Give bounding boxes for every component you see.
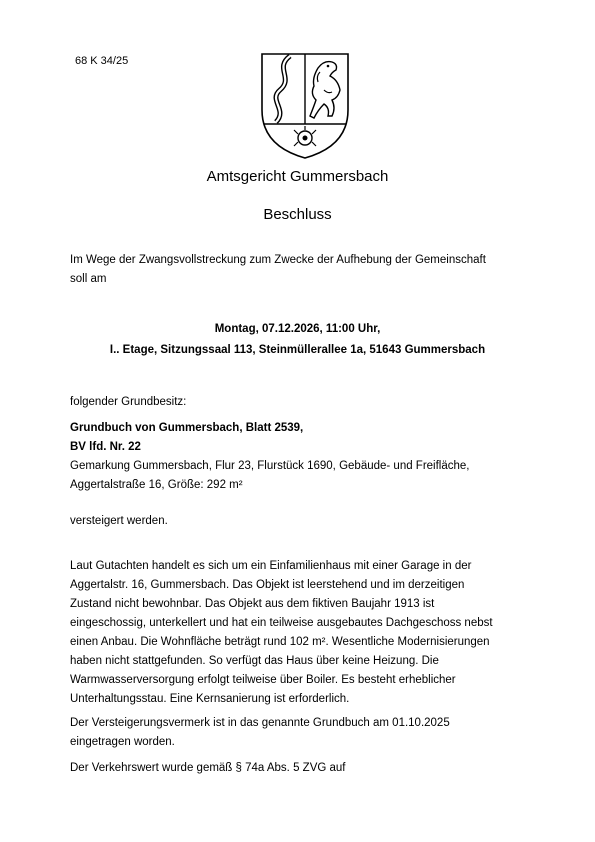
coat-of-arms-icon (258, 50, 352, 162)
property-desc-line-2: Aggertalstraße 16, Größe: 292 m² (70, 479, 243, 491)
appraisal-line-6: haben nicht stattgefunden. So verfügt das Haus über keine Heizung. Die (70, 655, 439, 667)
appraisal-line-3: Zustand nicht bewohnbar. Das Objekt aus dem fiktiven Baujahr 1913 ist (70, 598, 435, 610)
appointment-location: I.. Etage, Sitzungssaal 113, Steinmüllerallee 1a, 51643 Gummersbach (109, 344, 486, 356)
appraisal-line-7: Warmwasserversorgung erfolgt teilweise über Boiler. Es besteht erheblicher (70, 674, 456, 686)
intro-paragraph (70, 251, 540, 289)
decision-title: Beschluss (263, 206, 332, 223)
court-name: Amtsgericht Gummersbach (206, 168, 389, 185)
registration-line-1: Der Versteigerungsvermerk ist in das genannte Grundbuch am 01.10.2025 (70, 717, 450, 729)
appraisal-line-1: Laut Gutachten handelt es sich um ein Einfamilienhaus mit einer Garage in der (70, 560, 472, 572)
property-bv: BV lfd. Nr. 22 (70, 441, 141, 453)
appraisal-line-2: Aggertalstr. 16, Gummersbach. Das Objekt ist leerstehend und im derzeitigen (70, 579, 465, 591)
registration-line-2: eingetragen worden. (70, 736, 175, 748)
appraisal-line-8: Unterhaltungsstau. Eine Kernsanierung ist erforderlich. (70, 693, 350, 705)
appraisal-line-4: eingeschossig, unterkellert und hat ein teilweise ausgebautes Dachgeschoss nebst (70, 617, 493, 629)
property-block (70, 419, 540, 495)
property-desc-line-1: Gemarkung Gummersbach, Flur 23, Flurstück 1690, Gebäude- und Freifläche, (70, 460, 470, 472)
market-value-paragraph: Der Verkehrswert wurde gemäß § 74a Abs. 5 ZVG auf (70, 762, 346, 774)
appointment-date: Montag, 07.12.2026, 11:00 Uhr, (214, 323, 381, 335)
auction-statement: versteigert werden. (70, 515, 168, 527)
file-reference: 68 K 34/25 (75, 55, 129, 67)
appraisal-paragraph (70, 557, 540, 709)
intro-line-1: Im Wege der Zwangsvollstreckung zum Zwecke der Aufhebung der Gemeinschaft (70, 254, 486, 266)
intro-line-2: soll am (70, 273, 107, 285)
appraisal-line-5: einen Anbau. Die Wohnfläche beträgt rund 102 m². Wesentliche Modernisierungen (70, 636, 490, 648)
property-label: folgender Grundbesitz: (70, 396, 187, 408)
registration-paragraph (70, 714, 540, 752)
property-register: Grundbuch von Gummersbach, Blatt 2539, (70, 422, 304, 434)
